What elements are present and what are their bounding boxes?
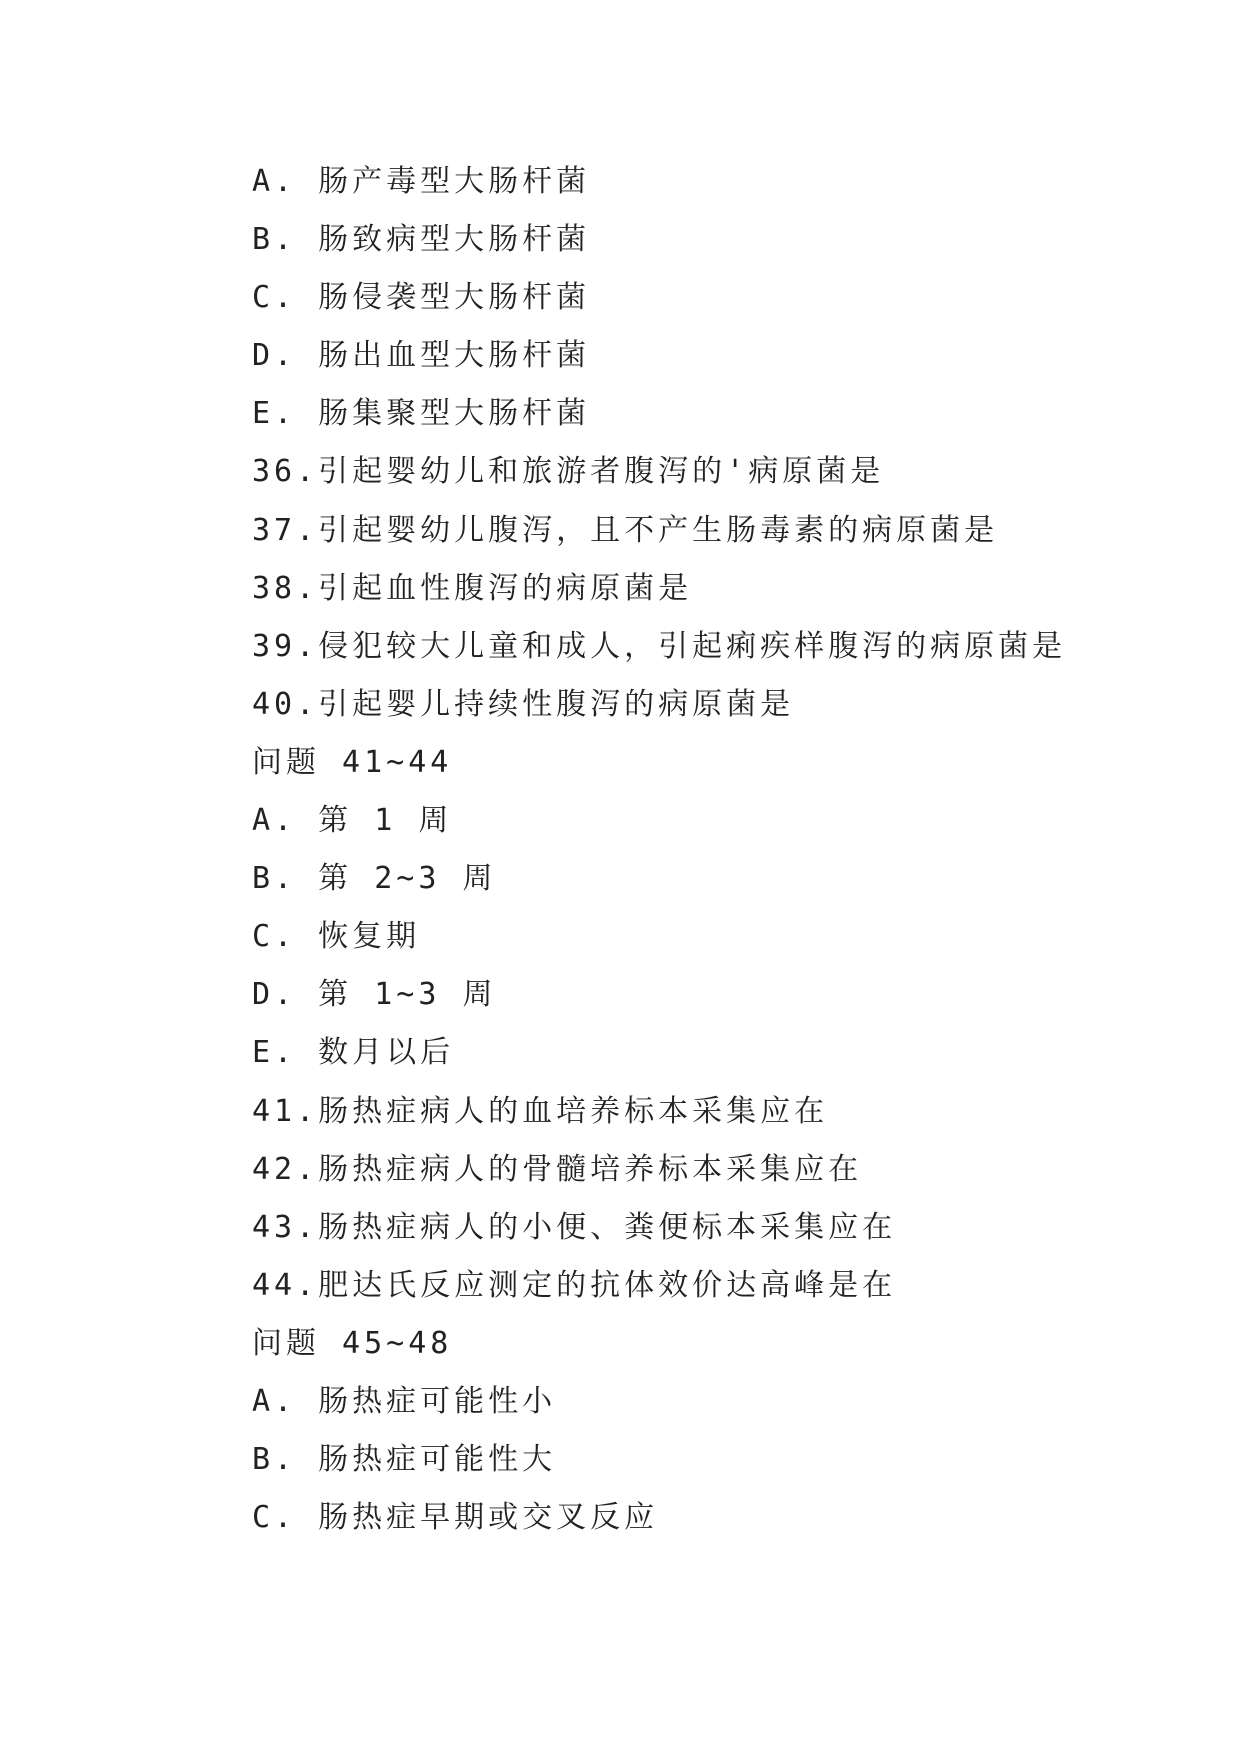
option-line: C. 肠热症早期或交叉反应 [252, 1500, 659, 1536]
question-line: 38.引起血性腹泻的病原菌是 [252, 570, 693, 606]
question-line: 40.引起婴儿持续性腹泻的病原菌是 [252, 686, 795, 722]
question-line: 44.肥达氏反应测定的抗体效价达高峰是在 [252, 1267, 897, 1303]
question-line: 39.侵犯较大儿童和成人，引起痢疾样腹泻的病原菌是 [252, 628, 1067, 664]
option-line: D. 肠出血型大肠杆菌 [252, 338, 591, 374]
question-line: 42.肠热症病人的骨髓培养标本采集应在 [252, 1151, 863, 1187]
option-line: E. 肠集聚型大肠杆菌 [252, 396, 591, 432]
option-line: D. 第 1~3 周 [252, 977, 497, 1013]
document-body [252, 153, 1152, 1547]
option-line: E. 数月以后 [252, 1035, 455, 1071]
option-line: B. 第 2~3 周 [252, 861, 497, 897]
option-line: A. 第 1 周 [252, 803, 453, 839]
option-line: C. 肠侵袭型大肠杆菌 [252, 280, 591, 316]
option-line: A. 肠产毒型大肠杆菌 [252, 164, 591, 199]
option-line: C. 恢复期 [252, 919, 421, 955]
question-line: 41.肠热症病人的血培养标本采集应在 [252, 1093, 829, 1129]
option-line: B. 肠致病型大肠杆菌 [252, 222, 591, 258]
option-line: B. 肠热症可能性大 [252, 1442, 557, 1478]
section-heading: 问题 45~48 [252, 1325, 453, 1361]
question-line: 43.肠热症病人的小便、粪便标本采集应在 [252, 1209, 897, 1245]
option-line: A. 肠热症可能性小 [252, 1383, 557, 1419]
section-heading: 问题 41~44 [252, 744, 453, 780]
question-line: 37.引起婴幼儿腹泻，且不产生肠毒素的病原菌是 [252, 512, 999, 548]
question-line: 36.引起婴幼儿和旅游者腹泻的'病原菌是 [252, 454, 885, 490]
